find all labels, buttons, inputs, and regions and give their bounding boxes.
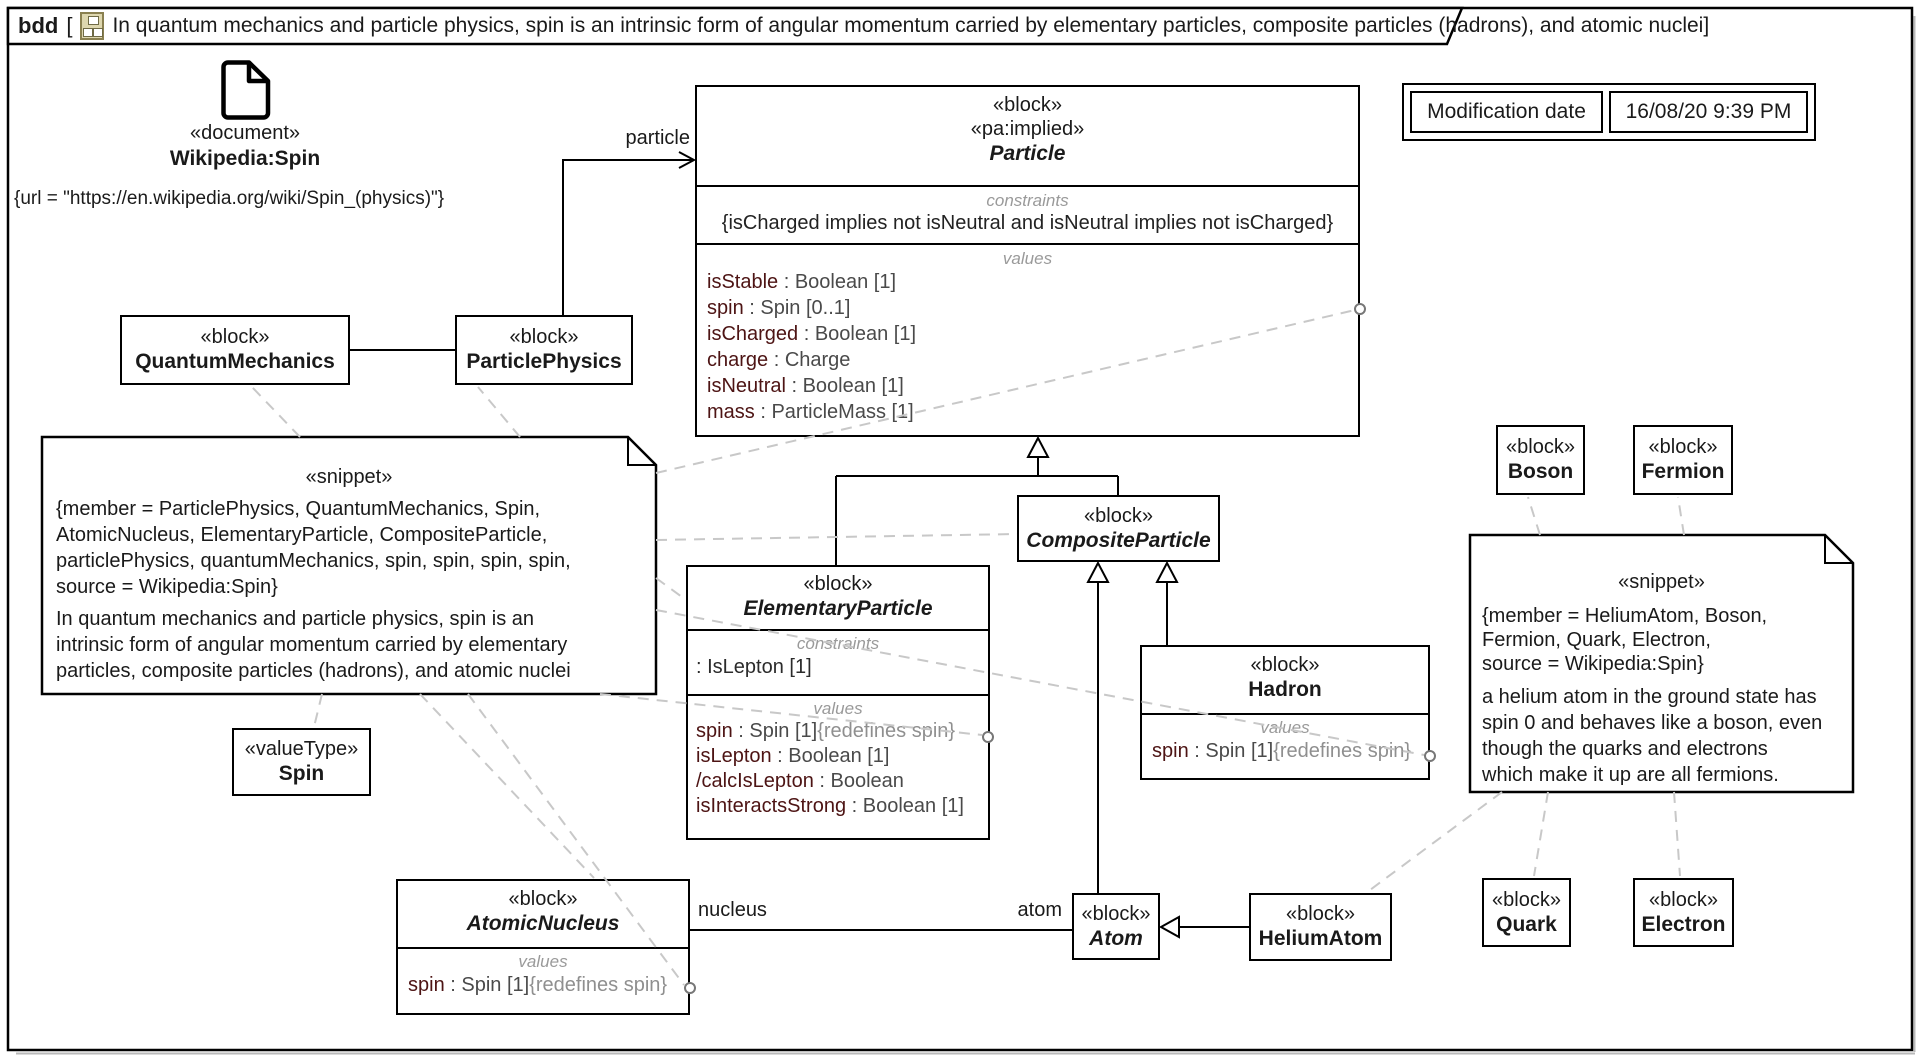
- generalization-to-particle[interactable]: [836, 438, 1118, 565]
- constraints-section-label: constraints: [986, 191, 1069, 210]
- block-name: AtomicNucleus: [466, 912, 620, 935]
- stereotype-label: «block»: [1286, 903, 1355, 925]
- generalization-atom-compositeparticle[interactable]: [1088, 563, 1108, 893]
- atom-end-label: atom: [1017, 899, 1062, 921]
- association-particlephysics-particle[interactable]: [563, 152, 694, 315]
- block-name: Hadron: [1248, 678, 1322, 701]
- block-name: Spin: [278, 762, 325, 785]
- value-property: isCharged : Boolean [1]: [707, 323, 917, 345]
- anchor-circle-particle-spin: [1355, 304, 1365, 314]
- snippet-right-anchors[interactable]: [1370, 497, 1684, 890]
- stereotype-label: «block»: [1648, 436, 1718, 458]
- values-section-label: values: [1260, 718, 1310, 737]
- constraint-text: : IsLepton [1]: [696, 656, 812, 678]
- value-property: spin : Spin [1]{redefines spin}: [696, 720, 956, 742]
- snippet-right-members: {member = HeliumAtom, Boson, Fermion, Quark, Electron, source = Wikipedia:Spin}: [1482, 605, 1768, 675]
- stereotype-label: «block»: [509, 326, 579, 348]
- block-name: CompositeParticle: [1026, 528, 1211, 552]
- stereotype-label: «block»: [1084, 504, 1153, 527]
- generalization-hadron-compositeparticle[interactable]: [1157, 563, 1177, 645]
- value-property: spin : Spin [0..1]: [707, 297, 851, 319]
- stereotype-label: «block»: [1250, 654, 1320, 676]
- anchor-circle-hadron-spin: [1425, 751, 1435, 761]
- value-property: mass : ParticleMass [1]: [707, 401, 914, 423]
- modification-date-value: 16/08/20 9:39 PM: [1609, 91, 1808, 133]
- stereotype-label: «valueType»: [244, 738, 359, 760]
- stereotype-label: «block»: [993, 94, 1062, 116]
- anchor-circle-atomicnucleus-spin: [685, 983, 695, 993]
- particle-end-label: particle: [625, 127, 690, 149]
- diagram-title: In quantum mechanics and particle physics, spin is an intrinsic form of angular momentum carried by elementary particles, composite particles (hadrons), and atomic nuclei]: [112, 14, 1710, 37]
- diagram-kind-label: bdd: [18, 13, 59, 38]
- constraint-text: {isCharged implies not isNeutral and isNeutral implies not isCharged}: [721, 212, 1334, 234]
- document-url: {url = "https://en.wikipedia.org/wiki/Spin_(physics)"}: [14, 188, 445, 209]
- snippet-left-members: {member = ParticlePhysics, QuantumMechanics, Spin, AtomicNucleus, ElementaryParticle, CompositeParticle, particlePhysics, quantumMechanics, spin, spin, spin, spin, source = Wikipedia:Spin}: [56, 498, 571, 598]
- value-property: spin : Spin [1]{redefines spin}: [408, 974, 668, 996]
- value-property: charge : Charge: [707, 349, 851, 371]
- values-section-label: values: [813, 699, 863, 718]
- document-name[interactable]: Wikipedia:Spin: [169, 147, 321, 170]
- value-property: isNeutral : Boolean [1]: [707, 375, 904, 397]
- snippet-left-body: In quantum mechanics and particle physics, spin is an intrinsic form of angular momentum carried by elementary particles, composite particles (hadrons), and atomic nuclei: [56, 608, 571, 682]
- block-name: Electron: [1641, 912, 1726, 936]
- snippet-right-body: a helium atom in the ground state has spin 0 and behaves like a boson, even though the quarks and electrons which make it up are all fermions.: [1482, 686, 1823, 786]
- modification-date-label: Modification date: [1410, 91, 1603, 133]
- value-property: isStable : Boolean [1]: [707, 271, 897, 293]
- nucleus-end-label: nucleus: [698, 899, 767, 921]
- block-name: ParticlePhysics: [466, 350, 622, 373]
- block-name: Boson: [1507, 460, 1574, 483]
- stereotype-label: «block»: [1506, 436, 1575, 458]
- stereotype-label: «pa:implied»: [970, 118, 1085, 140]
- block-name: Fermion: [1641, 460, 1725, 483]
- value-property: spin : Spin [1]{redefines spin}: [1152, 740, 1412, 762]
- block-name: Atom: [1089, 926, 1143, 950]
- snippet-left-stereotype: «snippet»: [305, 466, 393, 488]
- stereotype-label: «block»: [1081, 902, 1151, 925]
- block-name: ElementaryParticle: [743, 597, 933, 620]
- snippet-right-stereotype: «snippet»: [1618, 571, 1705, 593]
- stereotype-label: «block»: [508, 888, 578, 910]
- values-section-label: values: [1002, 249, 1053, 268]
- block-name: QuantumMechanics: [135, 350, 335, 373]
- stereotype-label: «block»: [803, 573, 873, 595]
- value-property: /calcIsLepton : Boolean: [696, 770, 904, 792]
- values-section-label: values: [518, 952, 568, 971]
- constraints-section-label: constraints: [796, 634, 880, 653]
- value-property: isLepton : Boolean [1]: [696, 745, 890, 767]
- snippet-left-anchors[interactable]: [252, 310, 1424, 985]
- block-name: HeliumAtom: [1258, 927, 1383, 950]
- stereotype-label: «block»: [1492, 888, 1561, 911]
- tab-open-bracket: [: [66, 13, 73, 38]
- value-property: isInteractsStrong : Boolean [1]: [696, 795, 964, 817]
- generalization-heliumatom-atom[interactable]: [1161, 917, 1249, 937]
- stereotype-label: «block»: [1649, 888, 1718, 911]
- stereotype-label: «block»: [200, 326, 270, 348]
- block-name: Particle: [989, 142, 1066, 165]
- anchor-circle-elementaryparticle-spin: [983, 732, 993, 742]
- block-name: Quark: [1496, 912, 1557, 936]
- document-stereotype: «document»: [189, 122, 301, 144]
